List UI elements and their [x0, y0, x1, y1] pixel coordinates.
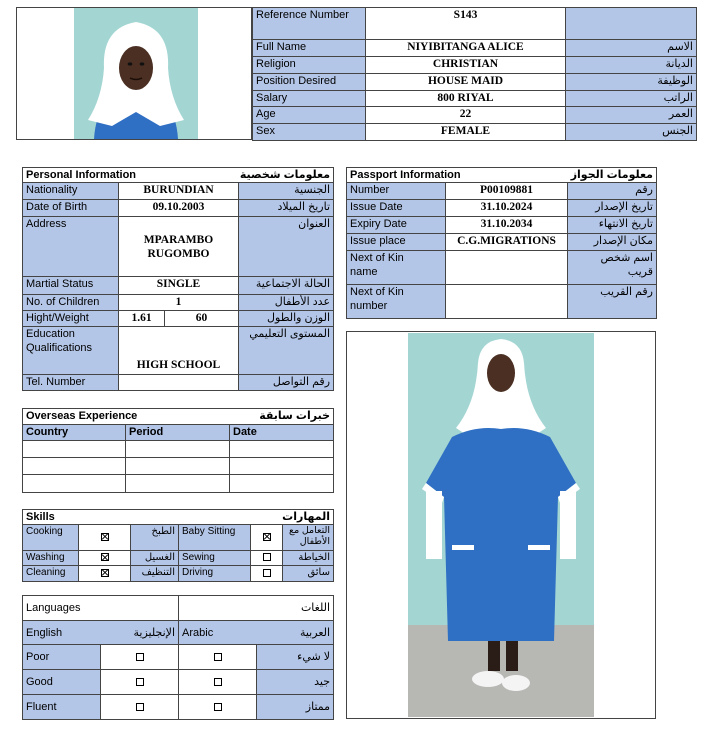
kin-name-ar-line-2: قريب: [627, 266, 653, 278]
passport-title-ar: معلومات الجواز: [568, 168, 657, 183]
language-arabic-ar-label: العربية: [257, 621, 334, 645]
skill-cooking-checkbox[interactable]: [101, 533, 109, 541]
kin-name-ar-line-1: اسم شخص: [600, 252, 653, 264]
skill-babysitting-checkbox[interactable]: [263, 533, 271, 541]
education-label: [23, 326, 119, 374]
education-value: HIGH SCHOOL: [119, 326, 239, 374]
education-ar-label: المستوى التعليمي: [239, 326, 334, 374]
skills-table: [22, 509, 333, 581]
full-name-ar-label: الاسم: [566, 40, 697, 57]
address-line-2: RUGOMBO: [147, 247, 210, 260]
skill-sewing-cell: [251, 551, 283, 566]
children-label: No. of Children: [23, 294, 119, 310]
passport-number-label: Number: [347, 183, 446, 200]
personal-info-table: [22, 167, 333, 391]
overseas-col-date: Date: [230, 425, 334, 441]
weight-value: 60: [165, 310, 239, 326]
skill-babysitting-cell: [251, 525, 283, 551]
skill-babysitting-ar-label: [283, 525, 334, 551]
education-label-line-1: Education: [26, 327, 75, 340]
kin-name-label-line-2: name: [350, 266, 378, 278]
skill-driving-cell: [251, 566, 283, 582]
issue-date-ar-label: تاريخ الإصدار: [568, 200, 657, 217]
full-name-value: NIYIBITANGA ALICE: [366, 40, 566, 57]
address-line-1: MPARAMBO: [143, 233, 214, 246]
level-fluent-label: Fluent: [23, 695, 101, 720]
kin-number-ar-label: رقم القريب: [568, 285, 657, 319]
reference-label: Reference Number: [253, 8, 366, 40]
tel-value: [119, 374, 239, 390]
skill-washing-label: Washing: [23, 551, 79, 566]
overseas-row-3-period: [126, 475, 230, 493]
kin-number-label-line-2: number: [350, 300, 388, 312]
header-table: [252, 7, 696, 140]
position-value: HOUSE MAID: [366, 74, 566, 91]
language-arabic-label: Arabic: [179, 621, 257, 645]
overseas-row-3-date: [230, 475, 334, 493]
sex-value: FEMALE: [366, 124, 566, 141]
age-label: Age: [253, 107, 366, 124]
height-weight-label: Hight/Weight: [23, 310, 119, 326]
level-poor-label: Poor: [23, 645, 101, 670]
arabic-good-checkbox[interactable]: [214, 678, 222, 686]
language-english-ar-label: الإنجليزية: [101, 621, 179, 645]
skill-sewing-label: Sewing: [179, 551, 251, 566]
kin-name-value: [446, 251, 568, 285]
salary-value: 800 RIYAL: [366, 91, 566, 107]
skill-cleaning-label: Cleaning: [23, 566, 79, 582]
passport-title: Passport Information: [347, 168, 568, 183]
sex-label: Sex: [253, 124, 366, 141]
height-weight-ar-label: الوزن والطول: [239, 310, 334, 326]
kin-number-label-line-1: Next of Kin: [350, 286, 404, 298]
skill-babysitting-ar-line-1: التعامل مع: [289, 525, 330, 536]
religion-value: CHRISTIAN: [366, 57, 566, 74]
level-good-ar-label: جيد: [257, 670, 334, 695]
dob-value: 09.10.2003: [119, 200, 239, 217]
education-label-line-2: Qualifications: [26, 341, 93, 354]
languages-title: Languages: [23, 596, 179, 621]
skill-driving-ar-label: سائق: [283, 566, 334, 582]
salary-ar-label: الراتب: [566, 91, 697, 107]
overseas-col-country: Country: [23, 425, 126, 441]
skill-sewing-checkbox[interactable]: [263, 553, 271, 561]
skills-title-ar: المهارات: [179, 510, 334, 525]
skill-washing-cell: [79, 551, 131, 566]
arabic-poor-cell: [179, 645, 257, 670]
level-good-label: Good: [23, 670, 101, 695]
skill-washing-ar-label: الغسيل: [131, 551, 179, 566]
overseas-title-ar: خبرات سابقة: [230, 409, 334, 425]
passport-number-value: P00109881: [446, 183, 568, 200]
religion-ar-label: الديانة: [566, 57, 697, 74]
nationality-ar-label: الجنسية: [239, 183, 334, 200]
marital-ar-label: الحالة الاجتماعية: [239, 277, 334, 294]
nationality-label: Nationality: [23, 183, 119, 200]
kin-name-ar-label: [568, 251, 657, 285]
english-fluent-checkbox[interactable]: [136, 703, 144, 711]
salary-label: Salary: [253, 91, 366, 107]
skill-cooking-ar-label: الطبخ: [131, 525, 179, 551]
arabic-fluent-checkbox[interactable]: [214, 703, 222, 711]
english-good-cell: [101, 670, 179, 695]
tel-label: Tel. Number: [23, 374, 119, 390]
kin-name-label: [347, 251, 446, 285]
kin-name-label-line-1: Next of Kin: [350, 252, 404, 264]
children-value: 1: [119, 294, 239, 310]
skill-babysitting-label: Baby Sitting: [179, 525, 251, 551]
overseas-col-period: Period: [126, 425, 230, 441]
address-ar-label: العنوان: [239, 217, 334, 277]
overseas-title: Overseas Experience: [23, 409, 230, 425]
personal-title: Personal Information: [23, 168, 165, 183]
english-poor-cell: [101, 645, 179, 670]
english-fluent-cell: [101, 695, 179, 720]
arabic-fluent-cell: [179, 695, 257, 720]
language-english-label: English: [23, 621, 101, 645]
overseas-row-2-date: [230, 458, 334, 475]
issue-date-value: 31.10.2024: [446, 200, 568, 217]
issue-place-value: C.G.MIGRATIONS: [446, 234, 568, 251]
issue-place-ar-label: مكان الإصدار: [568, 234, 657, 251]
reference-value: S143: [366, 8, 566, 40]
position-label: Position Desired: [253, 74, 366, 91]
nationality-value: BURUNDIAN: [119, 183, 239, 200]
skill-babysitting-ar-line-2: الأطفال: [299, 536, 330, 547]
skill-cooking-label: Cooking: [23, 525, 79, 551]
personal-title-ar: معلومات شخصية: [165, 168, 334, 183]
level-poor-ar-label: لا شيء: [257, 645, 334, 670]
sex-ar-label: الجنس: [566, 124, 697, 141]
height-value: 1.61: [119, 310, 165, 326]
portrait-frame: [16, 7, 252, 140]
marital-label: Martial Status: [23, 277, 119, 294]
overseas-row-1-period: [126, 441, 230, 458]
passport-info-table: [346, 167, 656, 318]
expiry-date-label: Expiry Date: [347, 217, 446, 234]
address-value: [119, 217, 239, 277]
position-ar-label: الوظيفة: [566, 74, 697, 91]
age-value: 22: [366, 107, 566, 124]
overseas-experience-table: [22, 408, 333, 492]
skill-washing-checkbox[interactable]: [101, 553, 109, 561]
passport-number-ar-label: رقم: [568, 183, 657, 200]
full-name-label: Full Name: [253, 40, 366, 57]
overseas-row-3-country: [23, 475, 126, 493]
kin-number-value: [446, 285, 568, 319]
expiry-date-ar-label: تاريخ الانتهاء: [568, 217, 657, 234]
dob-ar-label: تاريخ الميلاد: [239, 200, 334, 217]
tel-ar-label: رقم التواصل: [239, 374, 334, 390]
overseas-row-1-country: [23, 441, 126, 458]
portrait-photo: [74, 8, 198, 139]
overseas-row-1-date: [230, 441, 334, 458]
reference-ar-label: [566, 8, 697, 40]
skills-title: Skills: [23, 510, 179, 525]
skill-driving-label: Driving: [179, 566, 251, 582]
children-ar-label: عدد الأطفال: [239, 294, 334, 310]
arabic-good-cell: [179, 670, 257, 695]
overseas-row-2-country: [23, 458, 126, 475]
skill-cleaning-cell: [79, 566, 131, 582]
address-label: Address: [23, 217, 119, 277]
issue-place-label: Issue place: [347, 234, 446, 251]
skill-cleaning-checkbox[interactable]: [101, 569, 109, 577]
full-body-photo-frame: [346, 331, 656, 719]
skill-cleaning-ar-label: التنظيف: [131, 566, 179, 582]
languages-table: [22, 595, 333, 719]
expiry-date-value: 31.10.2034: [446, 217, 568, 234]
age-ar-label: العمر: [566, 107, 697, 124]
languages-title-ar: اللغات: [179, 596, 334, 621]
religion-label: Religion: [253, 57, 366, 74]
skill-sewing-ar-label: الخياطة: [283, 551, 334, 566]
skill-cooking-cell: [79, 525, 131, 551]
arabic-poor-checkbox[interactable]: [214, 653, 222, 661]
english-poor-checkbox[interactable]: [136, 653, 144, 661]
full-body-photo: [408, 333, 594, 717]
kin-number-label: [347, 285, 446, 319]
issue-date-label: Issue Date: [347, 200, 446, 217]
overseas-row-2-period: [126, 458, 230, 475]
english-good-checkbox[interactable]: [136, 678, 144, 686]
level-fluent-ar-label: ممتاز: [257, 695, 334, 720]
dob-label: Date of Birth: [23, 200, 119, 217]
skill-driving-checkbox[interactable]: [263, 569, 271, 577]
marital-value: SINGLE: [119, 277, 239, 294]
